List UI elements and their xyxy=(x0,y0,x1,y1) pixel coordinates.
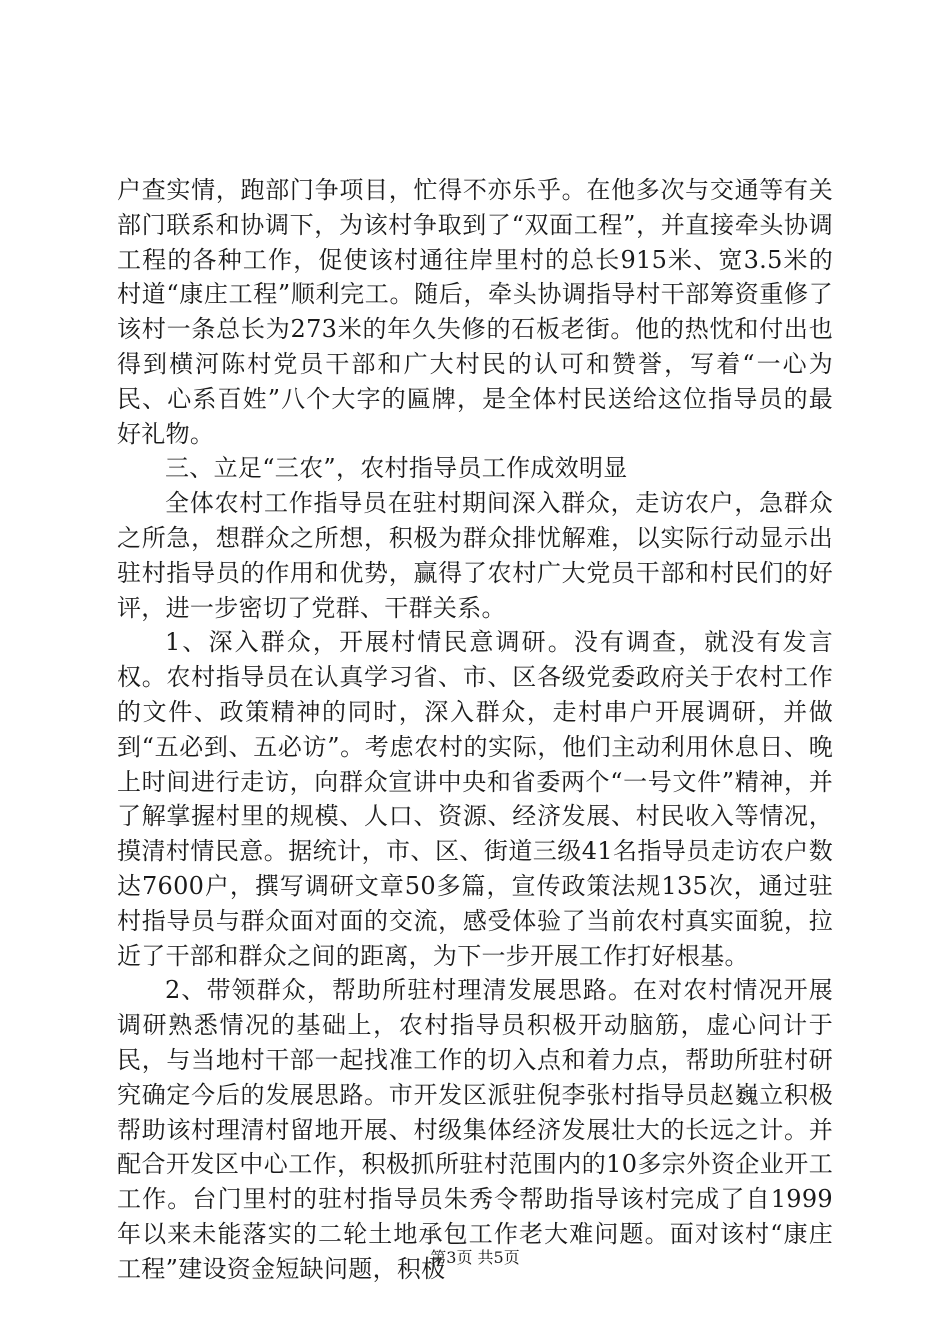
paragraph-item-1: 1、深入群众，开展村情民意调研。没有调查，就没有发言权。农村指导员在认真学习省、市、区各级党委政府关于农村工作的文件、政策精神的同时，深入群众，走村串户开展调研，并做到“五必到、五必访”。考虑农村的实际，他们主动利用休息日、晚上时间进行走访，向群众宣讲中央和省委两个“一号文件”精神，并了解掌握村里的规模、人口、资源、经济发展、村民收入等情况，摸清村情民意。据统计，市、区、街道三级41名指导员走访农户数达7600户，撰写调研文章50多篇，宣传政策法规135次，通过驻村指导员与群众面对面的交流，感受体验了当前农村真实面貌，拉近了干部和群众之间的距离，为下一步开展工作打好根基。 xyxy=(117,628,833,970)
document-body xyxy=(117,173,833,1287)
page-number-footer: 第3页 共5页 xyxy=(430,1248,520,1267)
paragraph-overview: 全体农村工作指导员在驻村期间深入群众，走访农户，急群众之所急，想群众之所想，积极为群众排忧解难，以实际行动显示出驻村指导员的作用和优势，赢得了农村广大党员干部和村民们的好评，进一步密切了党群、干群关系。 xyxy=(117,489,833,622)
section-heading: 三、立足“三农”，农村指导员工作成效明显 xyxy=(165,454,628,483)
paragraph-continuation: 户查实情，跑部门争项目，忙得不亦乐乎。在他多次与交通等有关部门联系和协调下，为该村争取到了“双面工程”，并直接牵头协调工程的各种工作，促使该村通往岸里村的总长915米、宽3.5米的村道“康庄工程”顺利完工。随后，牵头协调指导村干部筹资重修了该村一条总长为273米的年久失修的石板老街。他的热忱和付出也得到横河陈村党员干部和广大村民的认可和赞誉，写着“一心为民、心系百姓”八个大字的匾牌，是全体村民送给这位指导员的最好礼物。 xyxy=(117,176,833,448)
paragraph-item-2: 2、带领群众，帮助所驻村理清发展思路。在对农村情况开展调研熟悉情况的基础上，农村指导员积极开动脑筋，虚心问计于民，与当地村干部一起找准工作的切入点和着力点，帮助所驻村研究确定今后的发展思路。市开发区派驻倪李张村指导员赵巍立积极帮助该村理清村留地开展、村级集体经济发展壮大的长远之计。并配合开发区中心工作，积极抓所驻村范围内的10多宗外资企业开工工作。台门里村的驻村指导员朱秀令帮助指导该村完成了自1999年以来未能落实的二轮土地承包工作老大难问题。面对该村“康庄工程”建设资金短缺问题，积极 xyxy=(117,976,833,1283)
